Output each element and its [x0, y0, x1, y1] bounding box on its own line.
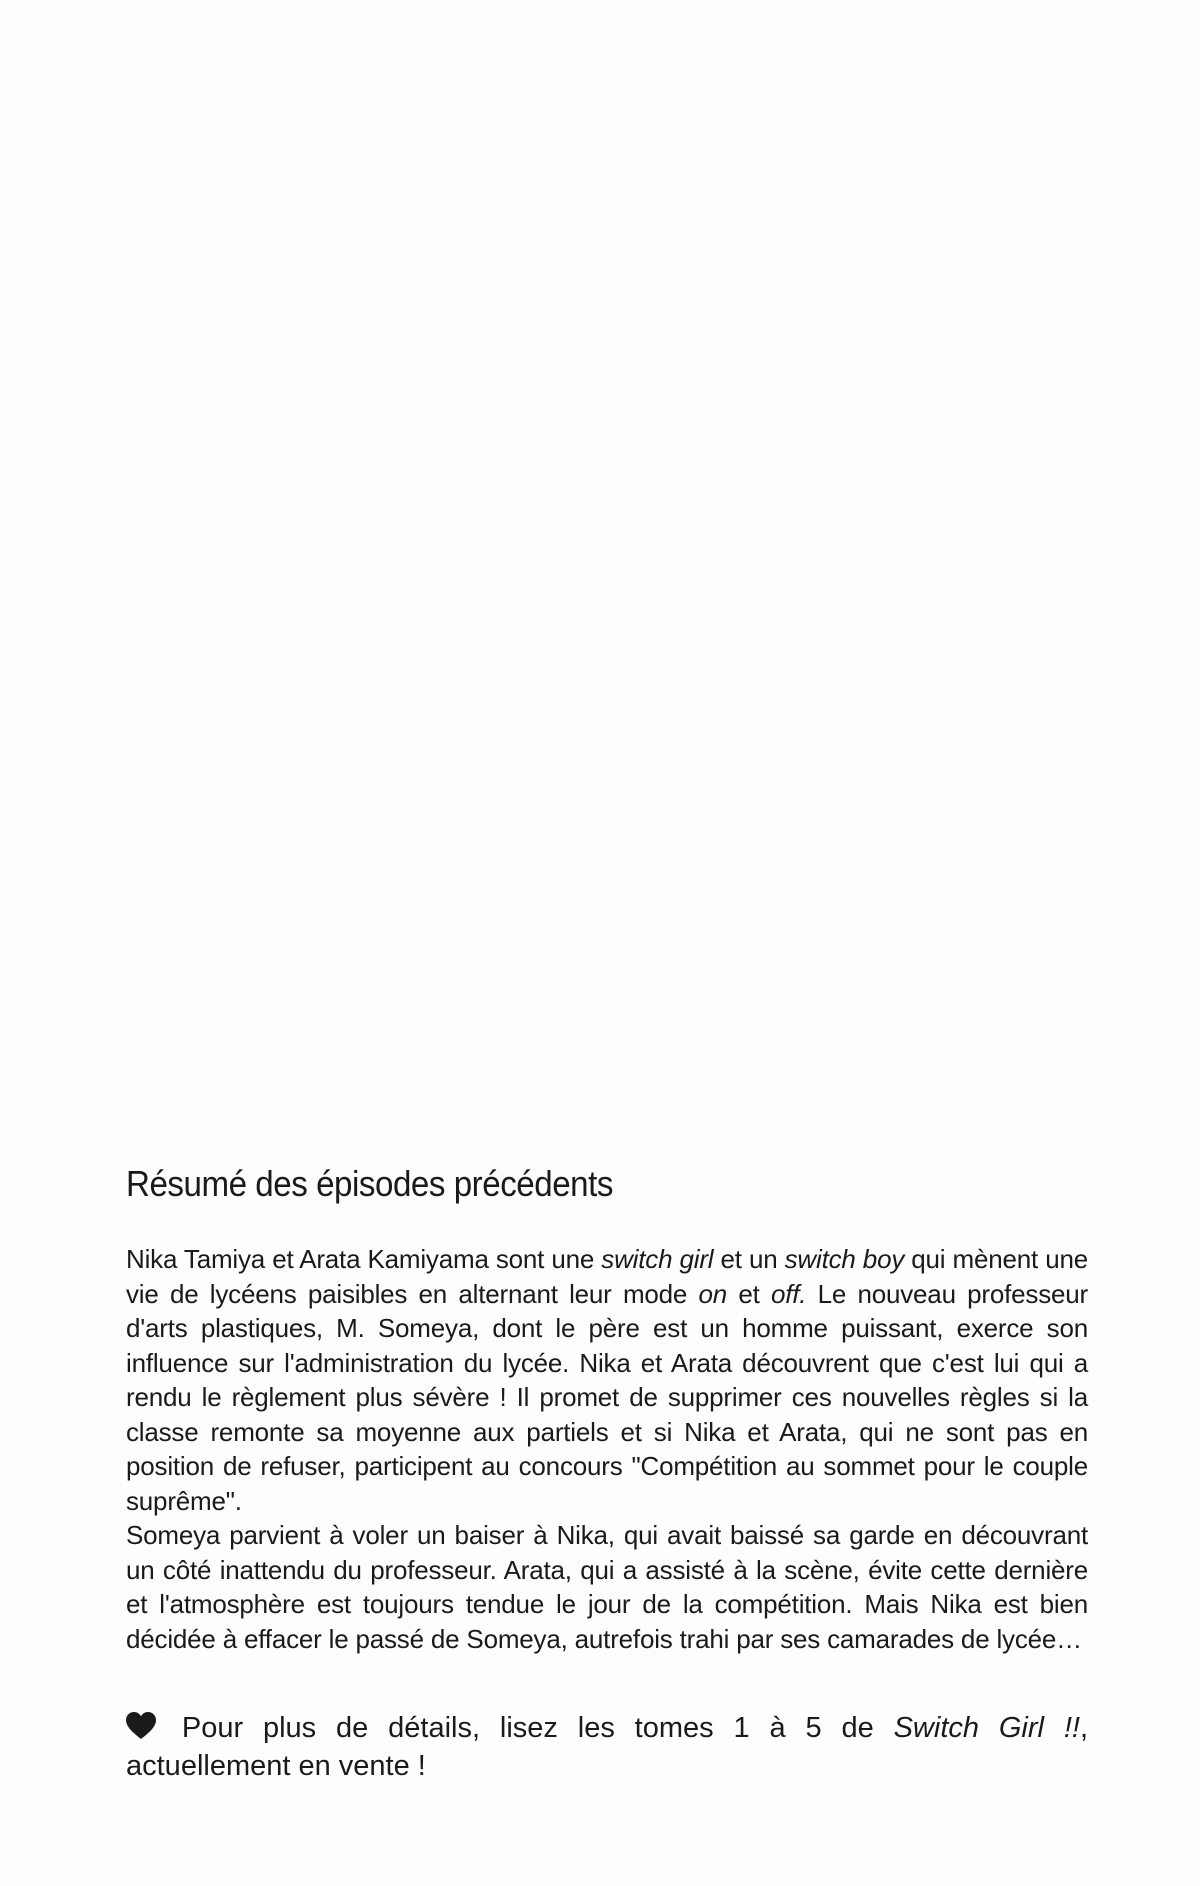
summary-paragraph-1: Nika Tamiya et Arata Kamiyama sont une switch girl et un switch boy qui mènent une vie de lycéens paisibles en alternant leur mode on et off. Le nouveau professeur d'arts plastiques, M. Someya, dont le père est un homme puissant, exerce son influence sur l'administration du lycée. Nika et Arata découvrent que c'est lui qui a rendu le règlement plus sévère ! Il promet de supprimer ces nouvelles règles si la classe remonte sa moyenne aux partiels et si Nika et Arata, qui ne sont pas en position de refuser, participent au concours "Compétition au sommet pour le couple suprême". [126, 1244, 1088, 1516]
heart-icon [126, 1712, 156, 1740]
summary-text [126, 1242, 1088, 1656]
details-note: Pour plus de détails, lisez les tomes 1 à 5 de Switch Girl !!, actuellement en vente ! [126, 1712, 1088, 1783]
page-title: Résumé des épisodes précédents [126, 1163, 613, 1204]
summary-paragraph-2: Someya parvient à voler un baiser à Nika, qui avait baissé sa garde en découvrant un côté inattendu du professeur. Arata, qui a assisté à la scène, évite cette dernière et l'atmosphère est toujours tendue le jour de la compétition. Mais Nika est bien décidée à effacer le passé de Someya, autrefois trahi par ses camarades de lycée… [126, 1520, 1088, 1654]
summary-section [126, 1162, 1088, 1785]
